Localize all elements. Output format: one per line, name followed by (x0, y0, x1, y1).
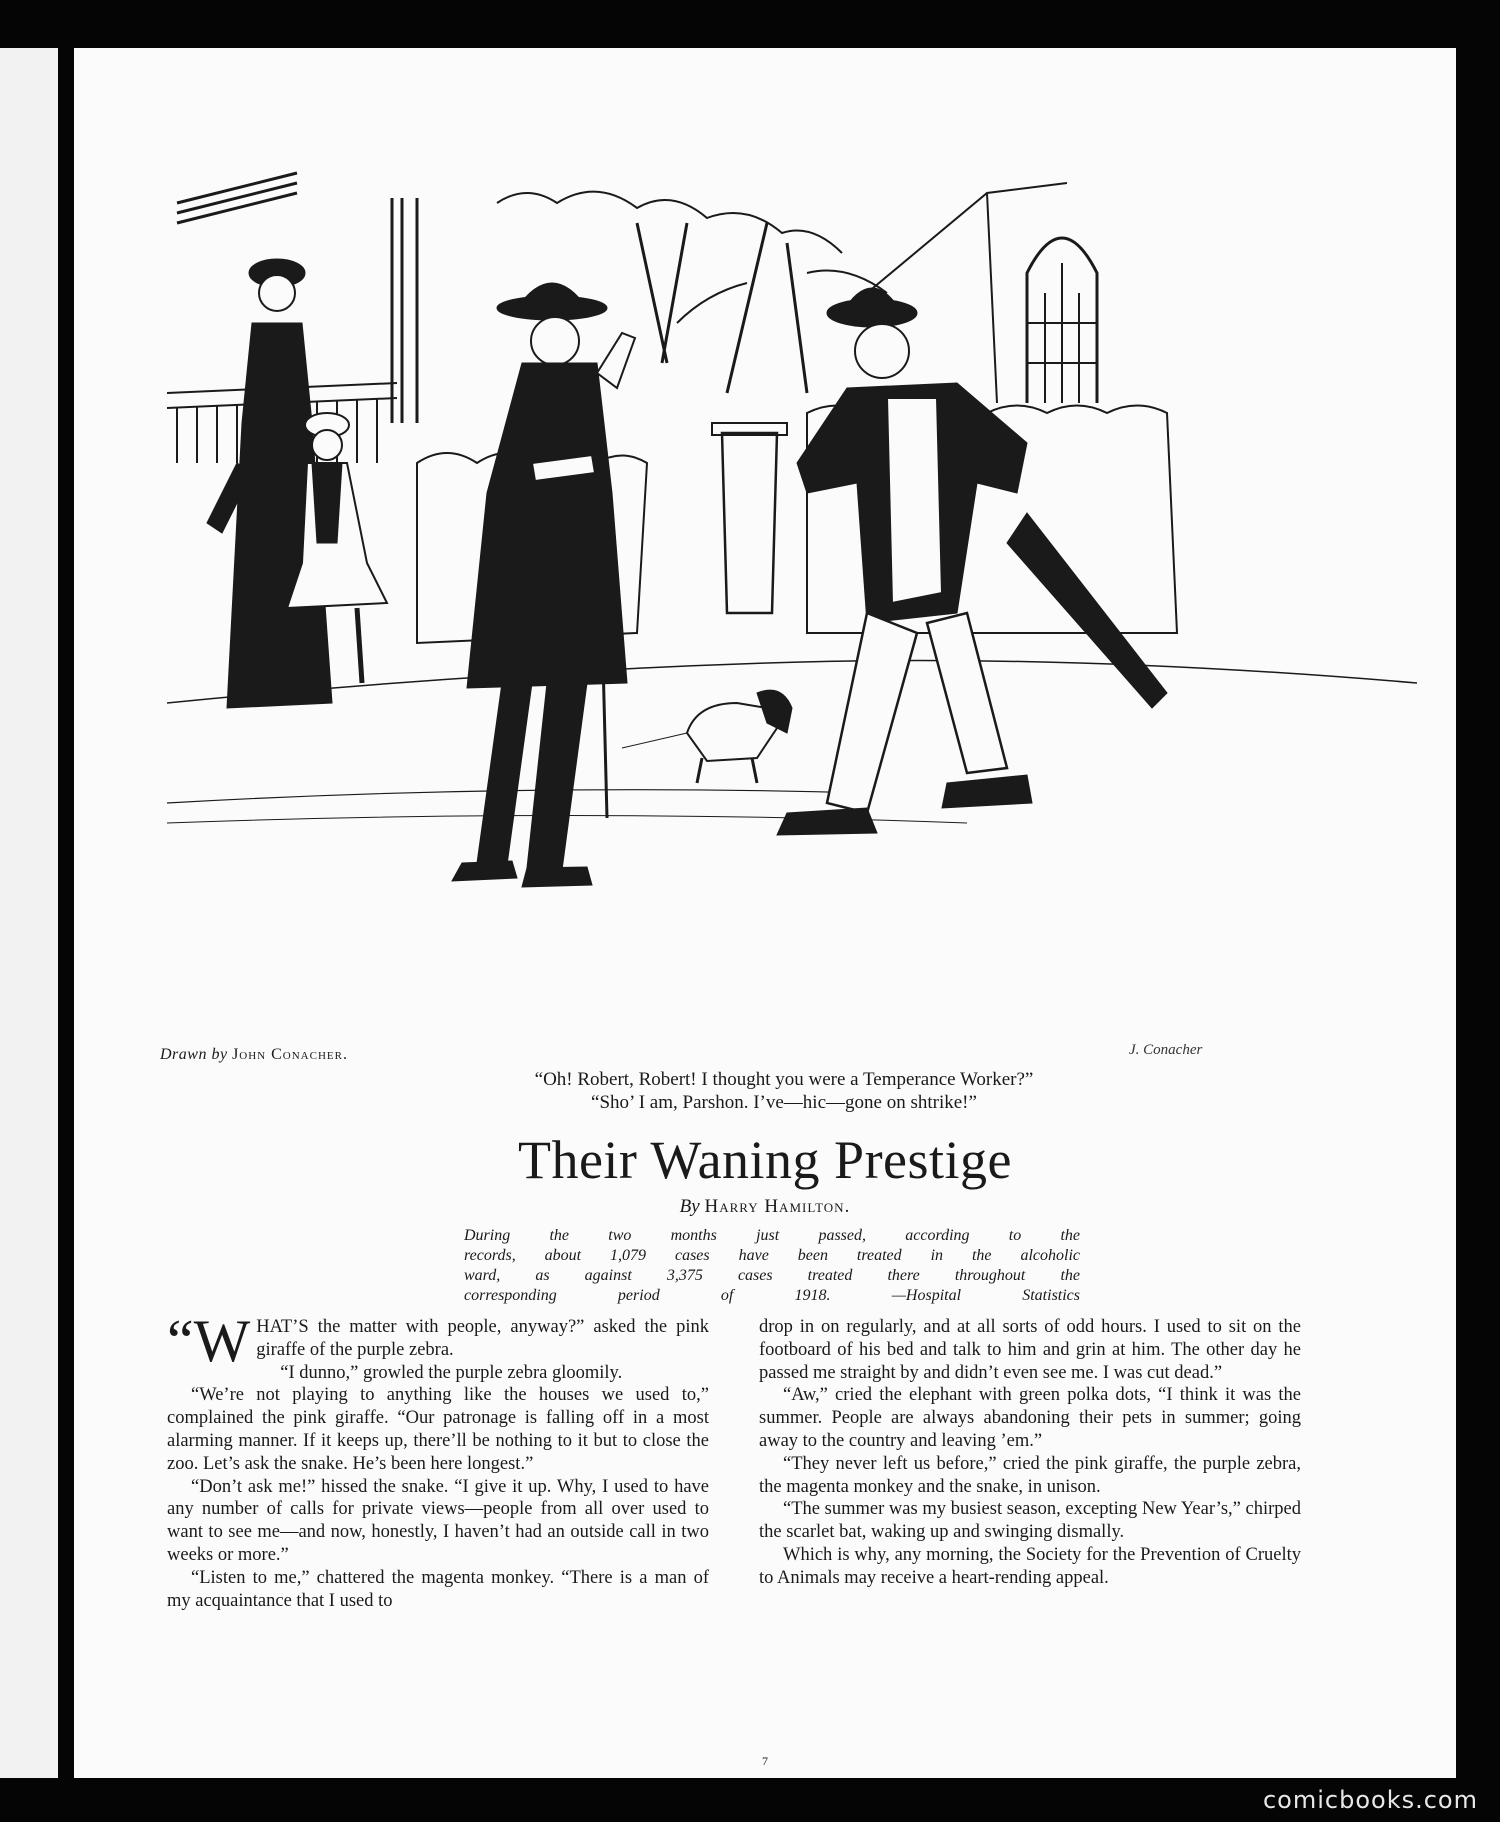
credit-prefix: Drawn by (160, 1046, 228, 1063)
artist-signature: J. Conacher (1129, 1042, 1203, 1058)
article-column-right (759, 1316, 1301, 1590)
drop-cap: “W (167, 1308, 251, 1374)
epigraph (464, 1226, 1080, 1306)
author-name: Harry Hamilton. (704, 1196, 851, 1217)
article-column-left (167, 1308, 709, 1612)
epigraph-line: During the two months just passed, according to the (464, 1227, 1080, 1244)
article-paragraph: “Listen to me,” chattered the magenta monkey. “There is a man of my acquaintance that I used to (167, 1567, 709, 1611)
article-paragraph: “I dunno,” growled the purple zebra gloomily. (280, 1362, 623, 1383)
article-title: Their Waning Prestige (517, 1130, 1013, 1190)
article-paragraph: “The summer was my busiest season, excepting New Year’s,” chirped the scarlet bat, waking up and swinging dismally. (759, 1499, 1301, 1543)
illustration-credit (160, 1046, 348, 1064)
epigraph-last-line (464, 1286, 1080, 1306)
article-paragraph: “They never left us before,” cried the pink giraffe, the purple zebra, the magenta monkey and the snake, in unison. (759, 1453, 1301, 1497)
article-paragraph: “Don’t ask me!” hissed the snake. “I give it up. Why, I used to have any number of calls for private views—people from all over used to want to see me—and now, honestly, I haven’t had an outside call in two weeks or more.” (167, 1476, 709, 1565)
article-paragraph: Which is why, any morning, the Society for the Prevention of Cruelty to Animals may receive a heart-rending appeal. (759, 1544, 1301, 1588)
page-number: 7 (762, 1754, 768, 1768)
cartoon-drawing (167, 163, 1417, 1043)
article-paragraph: drop in on regularly, and at all sorts of odd hours. I used to sit on the footboard of his bed and talk to him and grin at him. The other day he passed me straight by and didn’t even see me. I was cut dead.” (759, 1317, 1301, 1383)
epigraph-line: records, about 1,079 cases have been treated in the alcoholic (464, 1247, 1080, 1264)
paragraph-text: HAT’S the matter with people, anyway?” asked the pink giraffe of the purple zebra. (256, 1317, 709, 1360)
caption-line-2: “Sho’ I am, Parshon. I’ve—hic—gone on shtrike!” (591, 1092, 977, 1113)
cartoon-caption (334, 1068, 1234, 1114)
cartoon-illustration (167, 163, 1417, 1043)
adjacent-page-edge (0, 48, 58, 1778)
byline-prefix: By (679, 1196, 700, 1217)
article-paragraph: “Aw,” cried the elephant with green polka dots, “I think it was the summer. People are always abandoning their pets in summer; going away to the country and leaving ’em.” (759, 1385, 1301, 1451)
epigraph-last-text: corresponding period of 1918. (464, 1287, 831, 1304)
article-paragraph: “We’re not playing to anything like the houses we used to,” complained the pink giraffe. “Our patronage is falling off in a most alarming manner. If it keeps up, there’ll be nothing to it but to close the zoo. Let’s ask the snake. He’s been here longest.” (167, 1385, 709, 1474)
epigraph-attribution: —Hospital Statistics (891, 1287, 1081, 1304)
magazine-page (74, 48, 1456, 1778)
byline (74, 1196, 1456, 1218)
credit-artist: John Conacher. (232, 1046, 348, 1063)
epigraph-line: ward, as against 3,375 cases treated there throughout the (464, 1267, 1080, 1284)
caption-line-1: “Oh! Robert, Robert! I thought you were a Temperance Worker?” (534, 1069, 1034, 1090)
watermark: comicbooks.com (1262, 1786, 1478, 1814)
